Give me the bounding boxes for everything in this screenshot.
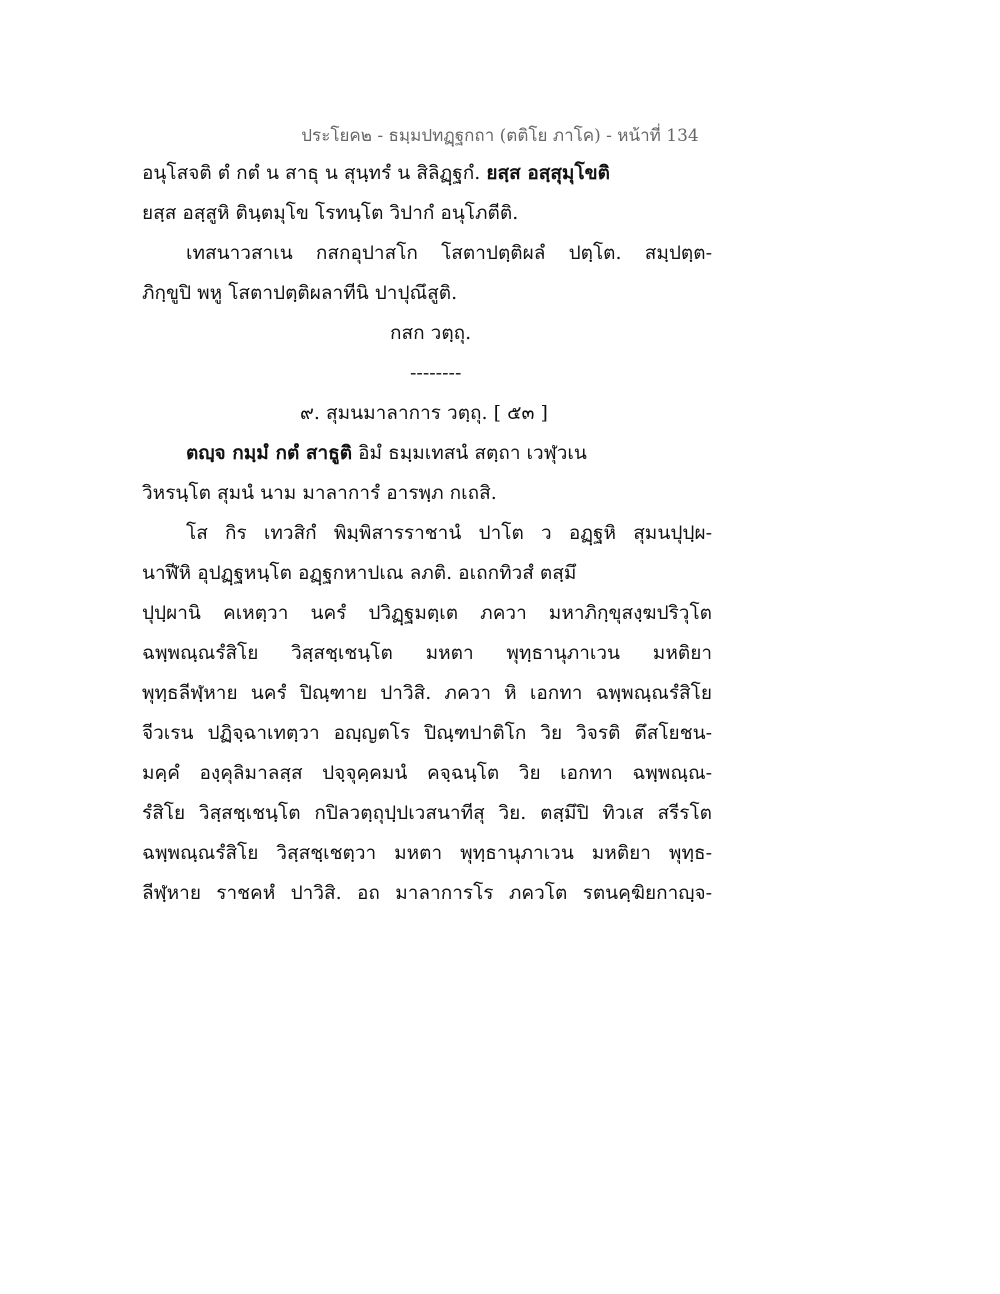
text-line-4: ภิกฺขูปิ พหู โสตาปตฺติผลาทีนิ ปาปุณึสูติ. [142,282,458,304]
text-line-1 [142,160,610,186]
text-line-13: มคฺคํ องฺคุลิมาลสฺส ปจฺจุคฺคมนํ คจฺฉนฺโต วิย เอกทา ฉพฺพณฺณ- [142,762,712,784]
text-line-10: ฉพฺพณฺณรํสิโย วิสฺสชฺเชนฺโต มหตา พุทฺธานุภาเวน มหติยา [142,642,712,664]
text-line-11: พุทฺธลีฬฺหาย นครํ ปิณฺฑาย ปาวิสิ. ภควา หิ เอกทา ฉพฺพณฺณรํสิโย [142,682,712,704]
text-line-5-bold: ตญฺจ กมฺมํ กตํ สาธูติ [186,442,353,464]
text-line-5 [186,440,587,466]
section-separator: -------- [410,362,462,384]
text-line-5-normal: อิมํ ธมฺมเทสนํ สตฺถา เวฬุวเน [352,442,587,464]
text-line-15: ฉพฺพณฺณรํสิโย วิสฺสชฺเชตฺวา มหตา พุทฺธานุภาเวน มหติยา พุทฺธ- [142,842,712,864]
text-line-7: โส กิร เทวสิกํ พิมฺพิสารราชานํ ปาโต ว อฏฺฐหิ สุมนปุปฺผ- [186,522,712,544]
text-line-9: ปุปฺผานิ คเหตฺวา นครํ ปวิฏฺฐมตฺเต ภควา มหาภิกฺขุสงฺฆปริวุโต [142,602,712,624]
text-line-14: รํสิโย วิสฺสชฺเชนฺโต กปิลวตฺถุปฺปเวสนาทีสุ วิย. ตสฺมึปิ ทิวเส สรีรโต [142,802,712,824]
text-line-1-normal: อนุโสจติ ตํ กตํ น สาธุ น สุนฺทรํ น สิลิฏฺฐกํ. [142,162,487,184]
text-line-6: วิหรนฺโต สุมนํ นาม มาลาการํ อารพฺภ กเถสิ. [142,482,497,504]
text-line-12: จีวเรน ปฏิจฺฉาเทตฺวา อญฺญตโร ปิณฺฑปาติโก วิย วิจรติ ตึสโยชน- [142,722,712,744]
text-line-8: นาฬีหิ อุปฏฺฐหนฺโต อฏฺฐกหาปเณ ลภติ. อเถกทิวสํ ตสฺมึ [142,562,577,584]
text-line-3: เทสนาวสาเน กสกอุปาสโก โสตาปตฺติผลํ ปตฺโต. สมฺปตฺต- [186,242,712,264]
text-line-16: ลีฬฺหาย ราชคหํ ปาวิสิ. อถ มาลาการโร ภควโต รตนคฺฆิยกาญฺจ- [142,882,712,904]
section-title: ๙. สุมนมาลาการ วตฺถุ. [ ๕๓ ] [300,402,548,424]
text-line-1-bold: ยสฺส อสฺสุมุโขติ [486,162,610,184]
story-end-title: กสก วตฺถุ. [390,322,472,344]
running-header: ประโยค๒ - ธมฺมปทฏฺฐกถา (ตติโย ภาโค) - หน้าที่ 134 [301,126,699,146]
text-line-2: ยสฺส อสฺสูหิ ตินฺตมุโข โรทนฺโต วิปากํ อนุโภตีติ. [142,202,519,224]
